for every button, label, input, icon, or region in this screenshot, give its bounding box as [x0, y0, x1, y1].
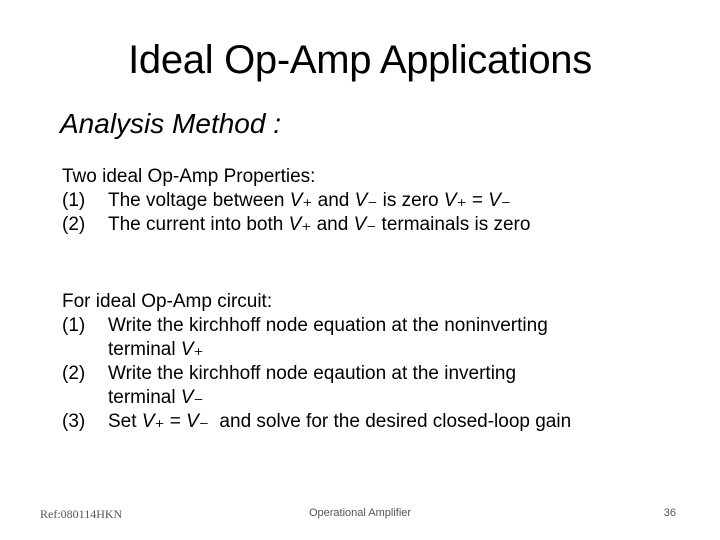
- procedure-section: [62, 290, 571, 434]
- text-part: terminal: [108, 387, 181, 408]
- text-line: Write the kirchhoff node equation at the noninverting: [108, 315, 548, 336]
- property-item-2: [62, 213, 530, 237]
- item-text: [108, 362, 516, 410]
- v-minus-symbol: V₋: [180, 387, 204, 408]
- v-plus-symbol: V₊: [289, 190, 313, 211]
- item-text: [108, 314, 548, 362]
- v-minus-symbol: V₋: [354, 190, 378, 211]
- v-minus-symbol: V₋: [186, 411, 209, 432]
- text-part: termainals is zero: [376, 214, 531, 235]
- footer-reference: Ref:080114HKN: [40, 507, 123, 521]
- text-part: =: [466, 190, 489, 211]
- procedure-item-2: [62, 362, 571, 410]
- footer-title: Operational Amplifier: [308, 507, 412, 519]
- text-part: Set: [108, 411, 142, 432]
- procedure-item-1: [62, 314, 571, 362]
- text-part: is zero: [377, 190, 444, 211]
- item-text: [108, 410, 571, 434]
- text-line: Write the kirchhoff node eqaution at the inverting: [108, 363, 517, 384]
- text-line: [108, 386, 516, 410]
- properties-heading: Two ideal Op-Amp Properties:: [62, 166, 316, 187]
- slide-title: Ideal Op-Amp Applications: [128, 38, 592, 82]
- procedure-heading: For ideal Op-Amp circuit:: [62, 291, 273, 312]
- item-number: (1): [62, 315, 86, 336]
- slide-subtitle: Analysis Method :: [60, 108, 281, 139]
- text-part: and: [311, 214, 354, 235]
- item-text: [108, 189, 511, 213]
- property-item-1: [62, 189, 530, 213]
- item-text: [108, 213, 530, 237]
- page-number: 36: [663, 507, 676, 519]
- item-number: (2): [62, 363, 86, 384]
- v-plus-symbol: V₊: [288, 214, 312, 235]
- v-minus-symbol: V₋: [353, 214, 377, 235]
- text-part: and: [312, 190, 355, 211]
- text-line: [108, 338, 548, 362]
- item-number: (3): [62, 411, 86, 432]
- item-number: (2): [62, 214, 86, 235]
- text-part: =: [164, 411, 187, 432]
- text-part: terminal: [108, 339, 181, 360]
- text-part: The current into both: [108, 214, 289, 235]
- procedure-item-3: [62, 410, 571, 434]
- text-part: The voltage between: [108, 190, 290, 211]
- properties-section: [62, 165, 530, 237]
- v-plus-symbol: V₊: [141, 411, 165, 432]
- v-plus-symbol: V₊: [180, 339, 204, 360]
- item-number: (1): [62, 190, 86, 211]
- v-minus-symbol: V₋: [488, 190, 511, 211]
- v-plus-symbol: V₊: [443, 190, 467, 211]
- text-part: and solve for the desired closed-loop gain: [208, 411, 572, 432]
